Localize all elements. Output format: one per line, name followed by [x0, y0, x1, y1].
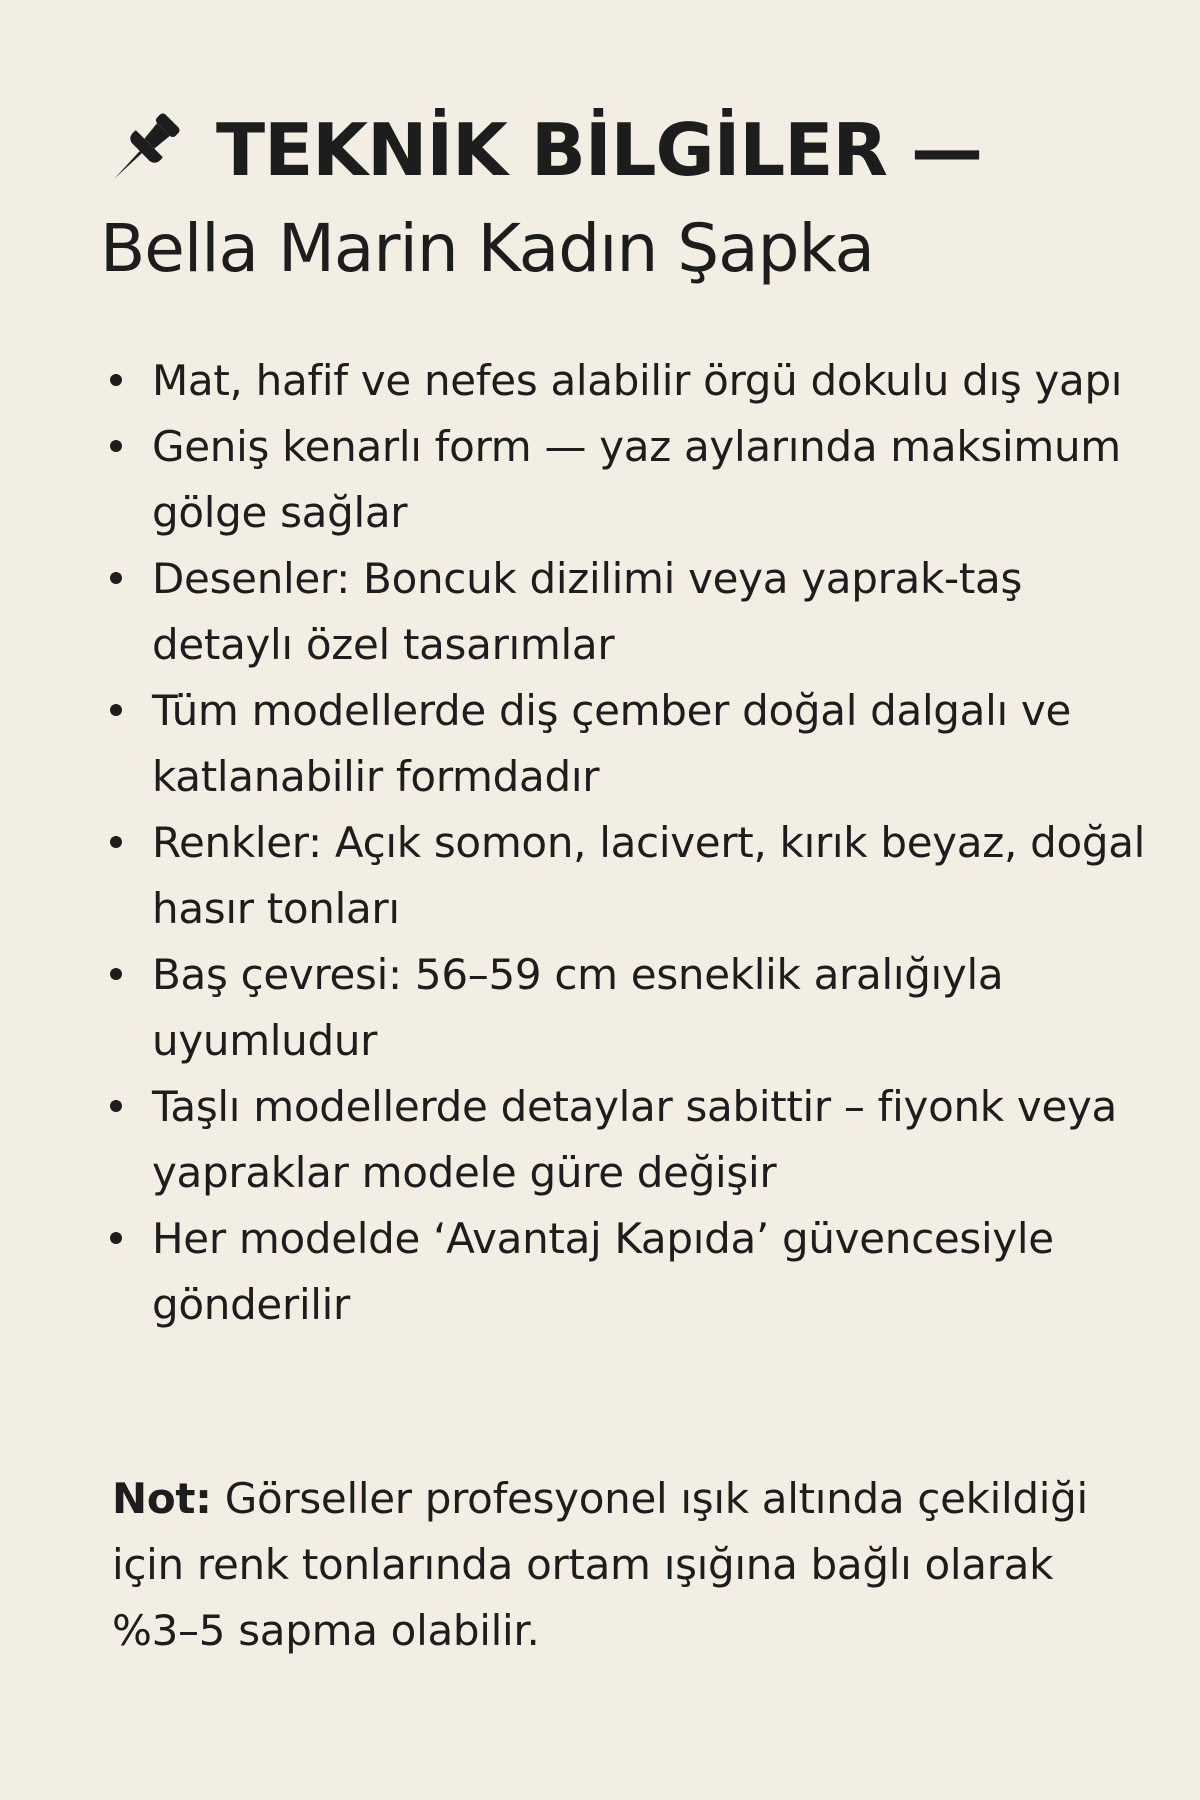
list-item-text: Renkler: Açık somon, lacivert, kırık beyaz, doğal hasır tonları: [152, 818, 1146, 933]
bullet-icon: [110, 572, 122, 584]
list-item-text: Her modelde ‘Avantaj Kapıda’ güvencesiyle gönderilir: [152, 1214, 1054, 1329]
bullet-icon: [110, 374, 122, 386]
list-item: [108, 942, 1168, 1074]
list-item: [108, 810, 1168, 942]
list-item-text: Geniş kenarlı form — yaz aylarında maksimum gölge sağlar: [152, 422, 1121, 537]
list-item: [108, 1206, 1168, 1338]
bullet-icon: [110, 968, 122, 980]
note-text: Görseller profesyonel ışık altında çekildiği için renk tonlarında ortam ışığına bağlı olarak %3–5 sapma olabilir.: [112, 1474, 1088, 1655]
list-item-text: Baş çevresi: 56–59 cm esneklik aralığıyla uyumludur: [152, 950, 1004, 1065]
feature-list: [108, 348, 1168, 1338]
bullet-icon: [110, 704, 122, 716]
pushpin-icon: [100, 107, 186, 193]
list-item-text: Tüm modellerde diş çember doğal dalgalı ve katlanabilir formdadır: [152, 686, 1071, 801]
bullet-icon: [110, 1100, 122, 1112]
note-label: Not:: [112, 1474, 212, 1523]
list-item: [108, 348, 1168, 414]
product-name: Bella Marin Kadın Şapka: [100, 210, 874, 287]
list-item-text: Desenler: Boncuk dizilimi veya yaprak-taş detaylı özel tasarımlar: [152, 554, 1023, 669]
list-item-text: Mat, hafif ve nefes alabilir örgü dokulu dış yapı: [152, 356, 1123, 405]
bullet-icon: [110, 440, 122, 452]
list-item: [108, 678, 1168, 810]
note: [112, 1466, 1112, 1664]
heading-title-row: [100, 100, 1140, 200]
bullet-icon: [110, 1232, 122, 1244]
page-title: TEKNİK BİLGİLER —: [216, 108, 982, 192]
list-item: [108, 414, 1168, 546]
bullet-icon: [110, 836, 122, 848]
list-item-text: Taşlı modellerde detaylar sabittir – fiyonk veya yapraklar modele güre değişir: [152, 1082, 1117, 1197]
list-item: [108, 546, 1168, 678]
list-item: [108, 1074, 1168, 1206]
heading: [100, 100, 1140, 294]
